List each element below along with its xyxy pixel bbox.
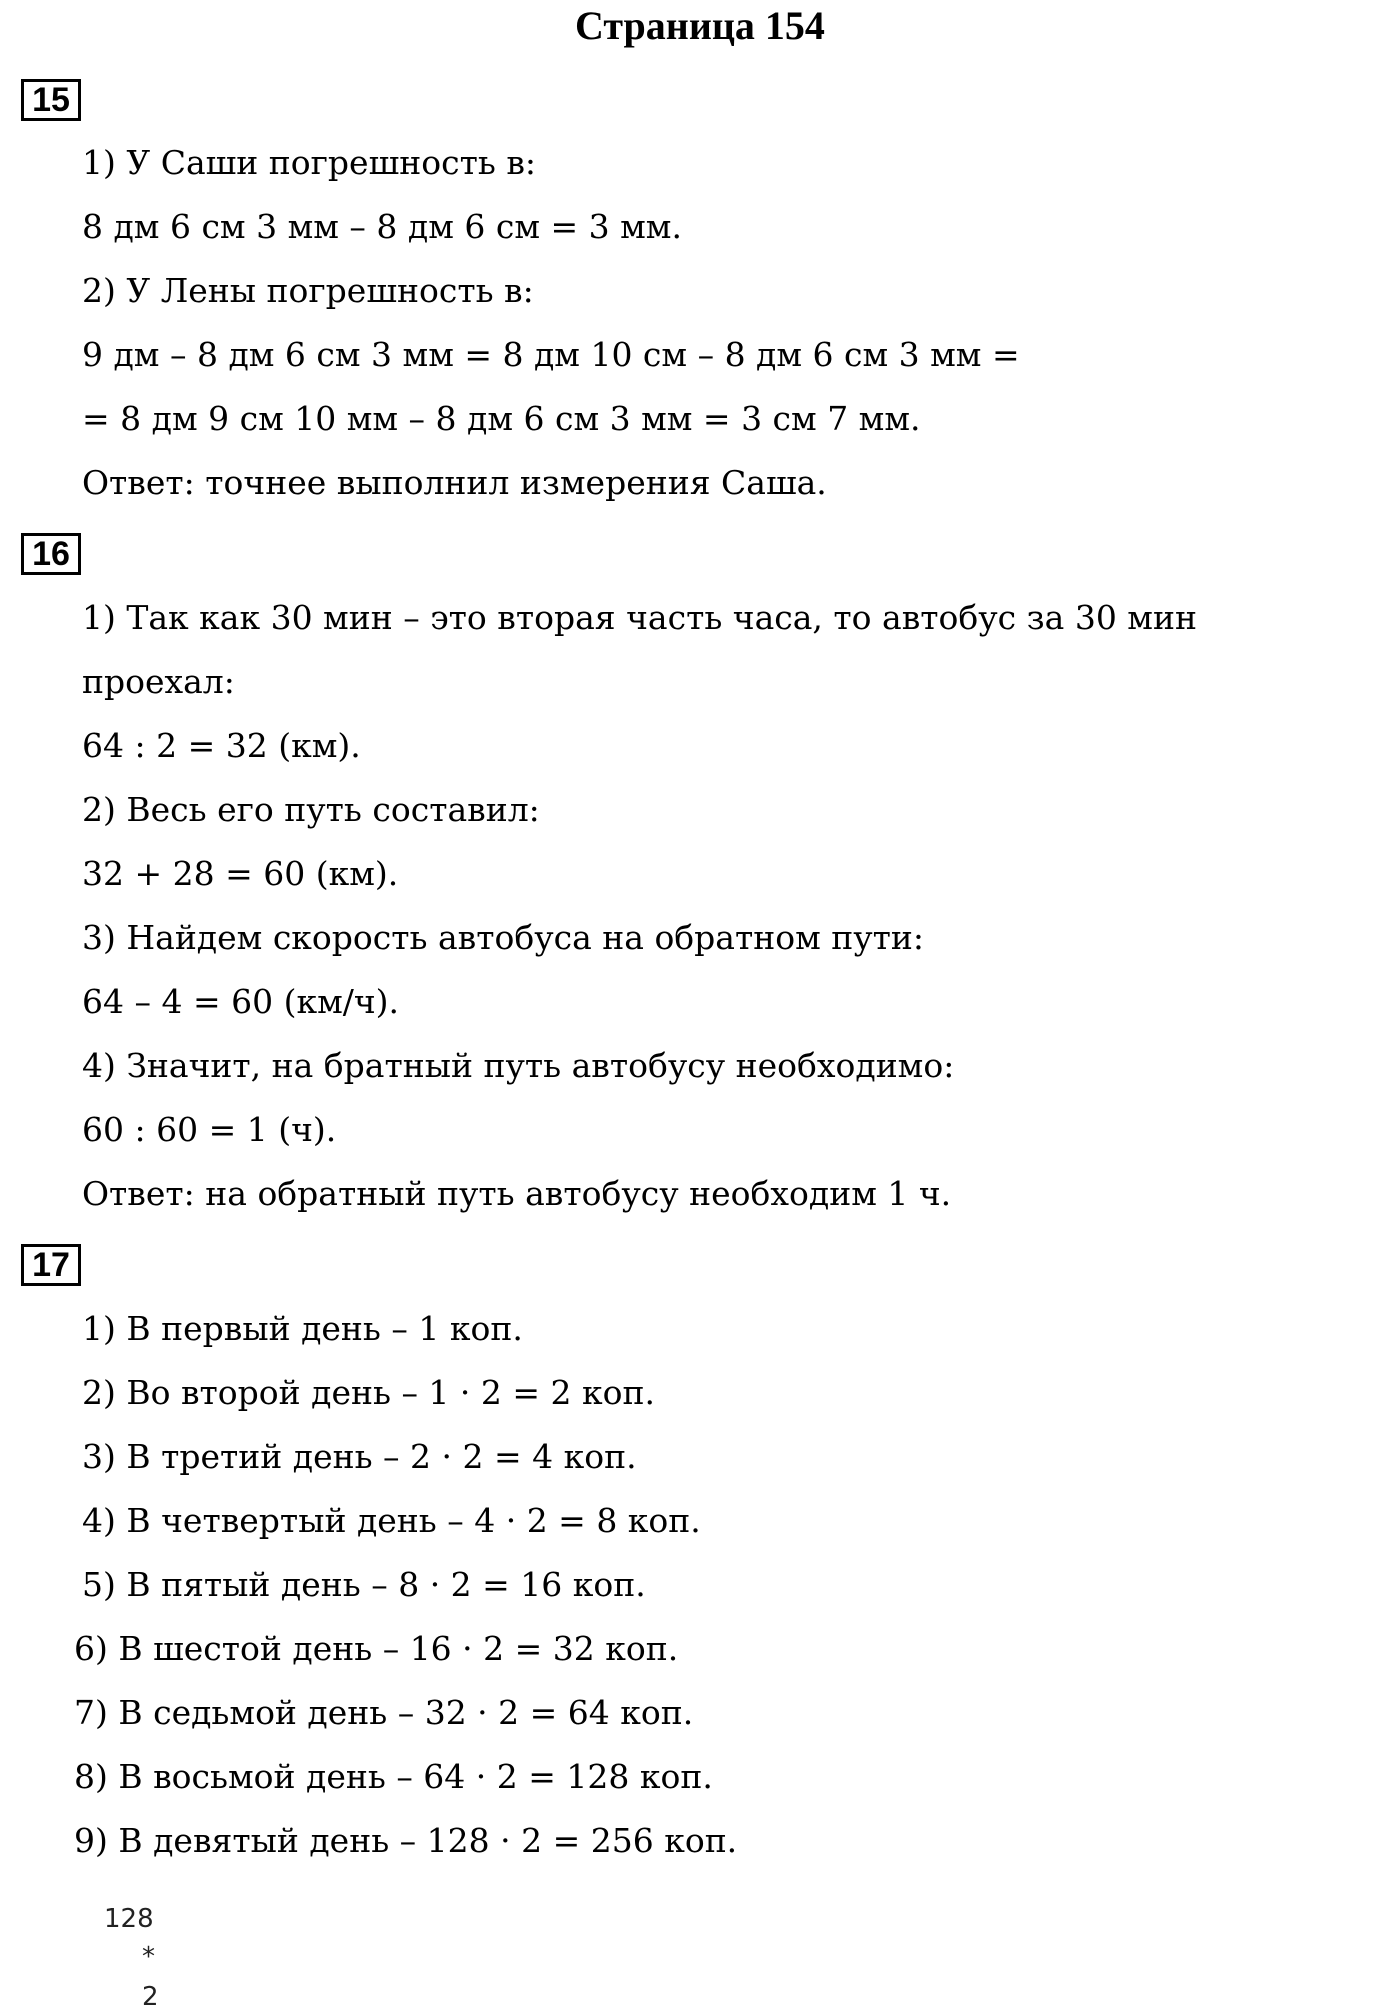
task16-line-2: проехал:: [82, 662, 235, 701]
page-title: Страница 154: [575, 3, 825, 48]
task16-line-3: 64 : 2 = 32 (км).: [82, 726, 361, 765]
task16-answer: Ответ: на обратный путь автобусу необходим 1 ч.: [82, 1174, 952, 1213]
task17-line-5: 5) В пятый день – 8 · 2 = 16 коп.: [82, 1565, 646, 1604]
task16-line-8: 4) Значит, на братный путь автобусу необходимо:: [82, 1046, 955, 1085]
task17-line-4: 4) В четвертый день – 4 · 2 = 8 коп.: [82, 1501, 701, 1540]
task16-line-5: 32 + 28 = 60 (км).: [82, 854, 399, 893]
task16-line-7: 64 – 4 = 60 (км/ч).: [82, 982, 400, 1021]
calc-bottom-number: 2: [142, 1982, 159, 2012]
task16-line-6: 3) Найдем скорость автобуса на обратном пути:: [82, 918, 925, 957]
task17-line-2: 2) Во второй день – 1 · 2 = 2 коп.: [82, 1373, 655, 1412]
task15-line-1: 1) У Саши погрешность в:: [82, 143, 537, 182]
task16-line-1: 1) Так как 30 мин – это вторая часть часа, то автобус за 30 мин: [82, 598, 1197, 637]
task-number-16: 16: [21, 533, 81, 575]
task15-line-4: 9 дм – 8 дм 6 см 3 мм = 8 дм 10 см – 8 дм 6 см 3 мм =: [82, 335, 1020, 374]
task-number-15: 15: [21, 79, 81, 121]
task15-line-5: = 8 дм 9 см 10 мм – 8 дм 6 см 3 мм = 3 см 7 мм.: [82, 399, 921, 438]
task-number-17: 17: [21, 1244, 81, 1286]
task16-line-4: 2) Весь его путь составил:: [82, 790, 540, 829]
task17-line-9: 9) В девятый день – 128 · 2 = 256 коп.: [74, 1821, 738, 1860]
task17-line-6: 6) В шестой день – 16 · 2 = 32 коп.: [74, 1629, 679, 1668]
calc-top-number: 128: [104, 1904, 154, 1934]
task17-line-1: 1) В первый день – 1 коп.: [82, 1309, 523, 1348]
task15-line-3: 2) У Лены погрешность в:: [82, 271, 534, 310]
task15-answer: Ответ: точнее выполнил измерения Саша.: [82, 463, 827, 502]
calc-operator: *: [142, 1942, 155, 1972]
task17-line-8: 8) В восьмой день – 64 · 2 = 128 коп.: [74, 1757, 713, 1796]
task17-line-7: 7) В седьмой день – 32 · 2 = 64 коп.: [74, 1693, 694, 1732]
task16-line-9: 60 : 60 = 1 (ч).: [82, 1110, 337, 1149]
task15-line-2: 8 дм 6 см 3 мм – 8 дм 6 см = 3 мм.: [82, 207, 682, 246]
task17-line-3: 3) В третий день – 2 · 2 = 4 коп.: [82, 1437, 637, 1476]
